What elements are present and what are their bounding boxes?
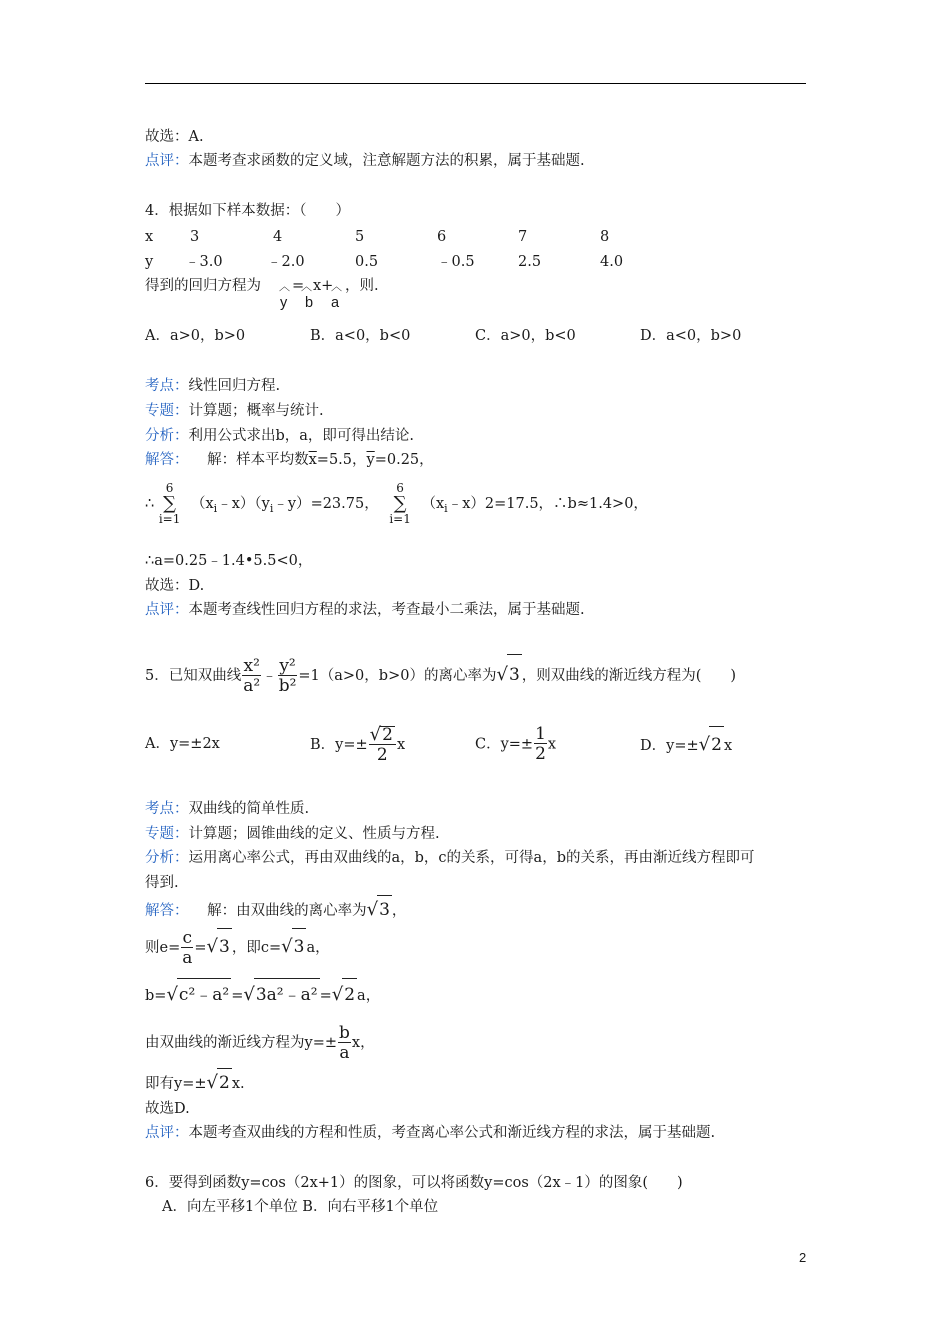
- comment-text: 本题考查求函数的定义域，注意解题方法的积累，属于基础题.: [188, 153, 585, 169]
- q4-zhuanti: [145, 401, 324, 421]
- numerator: y²: [279, 655, 296, 676]
- summation: [389, 482, 411, 526]
- q4-solution-1: [145, 450, 434, 470]
- sol-text: b=: [145, 988, 167, 1004]
- option-b: B．a<0，b<0: [310, 328, 411, 344]
- radicand: 2: [382, 725, 393, 745]
- kaodian-label: 考点：: [145, 378, 189, 394]
- y-cell: 4.0: [600, 254, 624, 270]
- stem-text: =1（a>0，b>0）的离心率为: [298, 668, 497, 684]
- minus: ﹣: [262, 668, 277, 684]
- sol-text: 解：样本平均数: [207, 452, 309, 468]
- sum-value: =23.75，: [310, 496, 379, 513]
- sqrt-icon: √: [281, 936, 293, 957]
- hat-b: ︿: [301, 280, 312, 293]
- sol-text: ，: [391, 903, 407, 919]
- sol-text: x.: [231, 1076, 245, 1092]
- sol-text: x，: [351, 1035, 375, 1051]
- fraction: [242, 655, 261, 696]
- q5-solution-3: [145, 978, 380, 1012]
- q5-solution-2: [145, 928, 330, 967]
- numerator: b: [339, 1022, 350, 1043]
- radicand: 3: [217, 928, 232, 965]
- sigma-icon: ∑: [393, 492, 407, 514]
- fraction: [534, 726, 547, 763]
- radicand: 2: [709, 726, 724, 763]
- sqrt-icon: √: [206, 1072, 218, 1093]
- sqrt-icon: √: [206, 936, 219, 957]
- sol-text: =0.25，: [374, 452, 434, 468]
- x-label: x: [145, 229, 154, 245]
- q4-solution-2: [145, 482, 648, 526]
- hat-y: ︿: [279, 280, 290, 293]
- y-cell: ﹣3.0: [185, 254, 223, 270]
- q5-fenxi: [145, 848, 754, 868]
- sum-bottom: i=1: [389, 512, 411, 527]
- numerator: c: [182, 927, 193, 948]
- sqrt-icon: √: [166, 984, 178, 1005]
- sqrt-icon: √: [496, 664, 508, 685]
- eq-b: b: [305, 295, 314, 311]
- denominator: a²: [243, 675, 261, 696]
- fenxi-text: 运用离心率公式，再由双曲线的a，b，c的关系，可得a，b的关系，再由渐近线方程即可: [188, 850, 755, 866]
- sol-text: 即有y=±: [145, 1076, 207, 1092]
- stem-text: 5．已知双曲线: [145, 668, 242, 684]
- numerator: 1: [535, 724, 546, 744]
- sum-term: （x: [421, 496, 445, 513]
- option-a: A．a>0，b>0: [145, 328, 246, 344]
- eq-a: a: [331, 295, 340, 311]
- option-c: C．a>0，b<0: [475, 328, 576, 344]
- x-cell: 3: [190, 229, 200, 245]
- q4-answer: 故选：D.: [145, 578, 205, 594]
- fenxi-label: 分析：: [145, 428, 189, 444]
- sum-bottom: i=1: [158, 512, 181, 527]
- radicand: 2: [217, 1068, 232, 1097]
- eq-prefix: 得到的回归方程为: [145, 278, 261, 294]
- sqrt-icon: √: [698, 734, 711, 755]
- mean-x: $\overline{x}$: [308, 452, 317, 468]
- page-number: 2: [799, 1250, 807, 1265]
- comment-text: 本题考查线性回归方程的求法，考查最小二乘法，属于基础题.: [188, 602, 585, 618]
- sqrt-icon: √: [366, 899, 379, 920]
- sol-text: =: [319, 988, 332, 1004]
- sum-top: 6: [396, 481, 404, 495]
- radicand: 2: [342, 978, 357, 1011]
- q5-stem: [145, 654, 736, 696]
- denominator: a: [182, 947, 193, 968]
- x-cell: 8: [600, 229, 610, 245]
- q4-comment: [145, 600, 585, 620]
- eq-suffix: ，则.: [345, 278, 379, 294]
- option-text: C．y=±: [475, 736, 534, 753]
- option-text: x: [396, 737, 406, 753]
- sol-text: a，: [306, 940, 330, 956]
- radicand: 3: [292, 928, 307, 965]
- kaodian-text: 双曲线的简单性质.: [188, 801, 310, 817]
- x-cell: 4: [273, 229, 283, 245]
- header-rule: [145, 83, 806, 84]
- denominator: 2: [369, 744, 396, 764]
- fraction: [278, 655, 298, 696]
- subscript: i: [213, 502, 218, 516]
- q4-solution-3: ∴a=0.25﹣1.4•5.5<0，: [145, 553, 313, 569]
- radicand: 3a²﹣a²: [254, 978, 320, 1011]
- x-cell: 7: [518, 229, 528, 245]
- q6-stem: 6．要得到函数y=cos（2x+1）的图象，可以将函数y=cos（2x﹣1）的图象( ): [145, 1175, 683, 1191]
- q5-kaodian: [145, 799, 309, 819]
- option-a: A．y=±2x: [145, 736, 220, 752]
- zhuanti-text: 计算题；概率与统计.: [188, 403, 324, 419]
- therefore: ∴: [145, 496, 155, 513]
- sol-text: =5.5，: [316, 452, 367, 468]
- subscript: i: [269, 502, 274, 516]
- fraction: [338, 1022, 351, 1063]
- fenxi-label: 分析：: [145, 850, 189, 866]
- q5-solution-5: [145, 1068, 245, 1098]
- mean-y: $\overline{y}$: [366, 452, 375, 468]
- sqrt-icon: √: [331, 984, 344, 1005]
- sum-term: （x: [190, 496, 214, 513]
- kaodian-text: 线性回归方程.: [188, 378, 281, 394]
- jieda-label: 解答：: [145, 903, 189, 919]
- fraction: [181, 927, 193, 968]
- q6-options: A．向左平移1个单位 B．向右平移1个单位: [162, 1199, 439, 1215]
- comment-label: 点评：: [145, 153, 189, 169]
- option-text: x: [723, 738, 733, 754]
- q5-fenxi-cont: 得到.: [145, 875, 179, 891]
- zhuanti-label: 专题：: [145, 403, 189, 419]
- sol-text: 由双曲线的渐近线方程为y=±: [145, 1035, 337, 1051]
- y-cell: ﹣0.5: [437, 254, 475, 270]
- comment-label: 点评：: [145, 1125, 189, 1141]
- denominator: a: [339, 1042, 350, 1063]
- numerator: [369, 726, 396, 744]
- eq-y: y: [280, 295, 288, 311]
- sum-top: 6: [165, 481, 174, 495]
- radicand: 3: [507, 654, 522, 695]
- q5-solution-4: [145, 1024, 375, 1062]
- q5-answer: 故选D.: [145, 1101, 190, 1117]
- sum-term: ﹣x）（y: [217, 496, 270, 513]
- option-d: D．a<0，b>0: [640, 328, 742, 344]
- sqrt-icon: √: [369, 724, 382, 745]
- numerator: x²: [243, 655, 260, 676]
- subscript: i: [444, 502, 448, 516]
- comment-text: 本题考查双曲线的方程和性质，考查离心率公式和渐近线方程的求法，属于基础题.: [188, 1125, 716, 1141]
- y-label: y: [145, 254, 154, 270]
- option-d: [640, 726, 732, 764]
- zhuanti-text: 计算题；圆锥曲线的定义、性质与方程.: [188, 826, 440, 842]
- q3-answer: 故选：A.: [145, 129, 204, 145]
- option-c: [475, 726, 556, 763]
- zhuanti-label: 专题：: [145, 826, 189, 842]
- q4-stem: 4．根据如下样本数据：（ ）: [145, 203, 350, 219]
- option-text: D．y=±: [640, 738, 699, 754]
- q4-kaodian: [145, 376, 280, 396]
- option-text: x: [547, 736, 557, 753]
- sol-text: ，即c=: [231, 940, 282, 956]
- eq-equals: =: [292, 278, 305, 294]
- hat-a: ︿: [331, 280, 342, 293]
- y-cell: 0.5: [355, 254, 379, 270]
- sol-text: =: [231, 988, 244, 1004]
- y-cell: 2.5: [518, 254, 542, 270]
- x-cell: 5: [355, 229, 365, 245]
- sum-term: ﹣x）: [447, 496, 485, 513]
- sol-text: a，: [357, 988, 381, 1004]
- eq-x: x+: [313, 278, 334, 294]
- kaodian-label: 考点：: [145, 801, 189, 817]
- sqrt-icon: √: [243, 984, 255, 1005]
- q3-comment: [145, 151, 585, 171]
- option-b: [310, 726, 405, 764]
- denominator: 2: [535, 744, 546, 764]
- x-cell: 6: [437, 229, 447, 245]
- q5-solution-1: [145, 895, 406, 925]
- sigma-icon: ∑: [163, 492, 177, 514]
- comment-label: 点评：: [145, 602, 189, 618]
- q5-zhuanti: [145, 824, 440, 844]
- sol-text: 解：由双曲线的离心率为: [207, 903, 367, 919]
- q4-fenxi: [145, 426, 414, 446]
- radicand: 3: [377, 895, 392, 924]
- radicand: c²﹣a²: [177, 978, 231, 1011]
- denominator: b²: [278, 675, 297, 696]
- fraction: [369, 726, 396, 764]
- stem-text: ，则双曲线的渐近线方程为( ): [521, 668, 737, 684]
- q4-regression-line: [145, 276, 545, 312]
- sol-text: 则e=: [145, 940, 181, 956]
- y-cell: ﹣2.0: [267, 254, 305, 270]
- fenxi-text: 利用公式求出b，a，即可得出结论.: [188, 428, 415, 444]
- q5-comment: [145, 1123, 715, 1143]
- sum-term: ﹣y）: [273, 496, 311, 513]
- summation: [159, 482, 181, 526]
- option-text: B．y=±: [310, 737, 368, 753]
- jieda-label: 解答：: [145, 452, 189, 468]
- sum-value: 2=17.5，∴b≈1.4>0，: [484, 496, 648, 513]
- sol-text: =: [194, 940, 207, 956]
